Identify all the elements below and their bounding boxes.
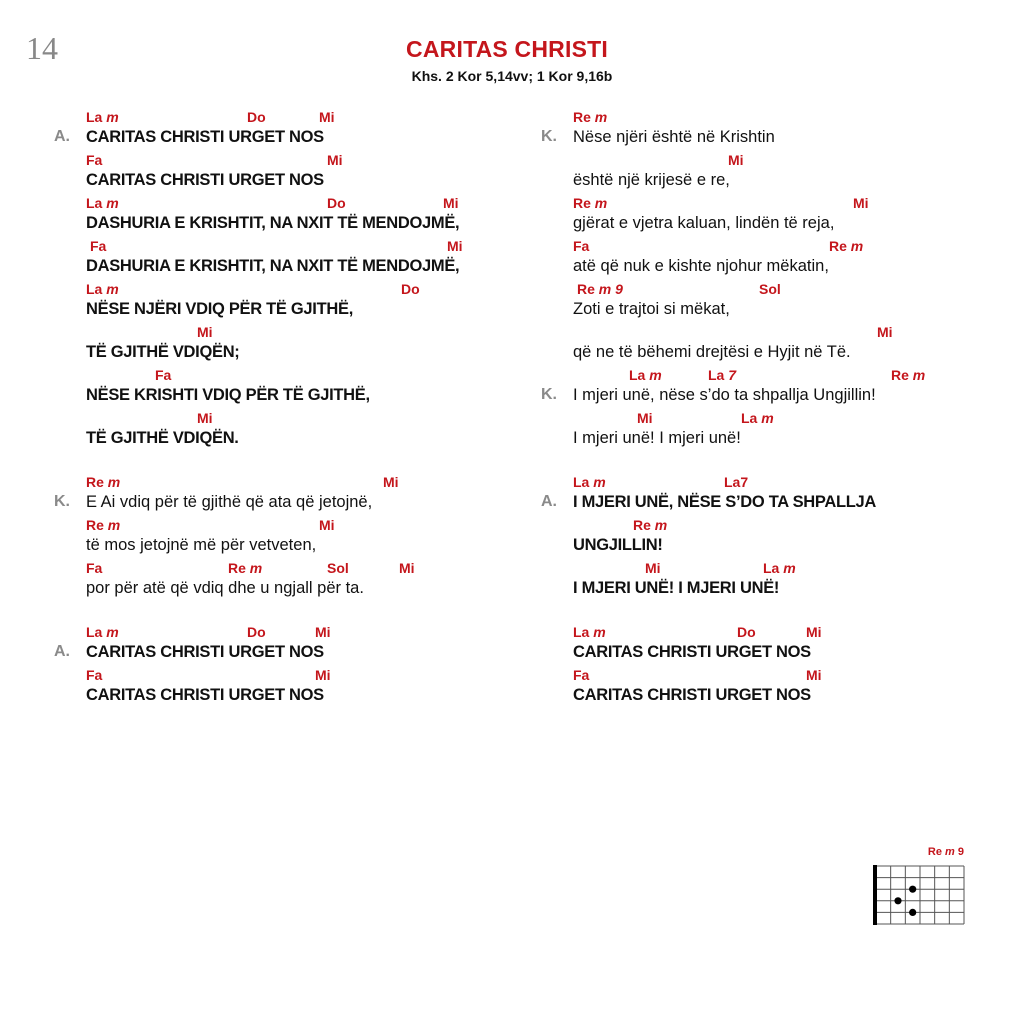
chord-label: [708, 367, 736, 383]
chord-label: [637, 410, 653, 426]
lyric-text: UNGJILLIN!: [573, 536, 663, 554]
chord-root: La: [741, 410, 758, 426]
chord-root: Fa: [90, 238, 107, 254]
chord-quality: m: [107, 474, 121, 490]
chord-label: [86, 195, 119, 211]
chord-quality: m: [649, 367, 662, 383]
chord-root: Do: [247, 624, 266, 640]
chord-root: Mi: [327, 152, 343, 168]
lyric-text: CARITAS CHRISTI URGET NOS: [86, 686, 324, 704]
chord-label: [573, 195, 607, 211]
chord-quality: m: [912, 367, 926, 383]
chord-root: Do: [737, 624, 756, 640]
chord-root: Mi: [197, 410, 213, 426]
lyric-line: [541, 516, 981, 559]
chord-root: Mi: [637, 410, 653, 426]
lyric-line: [541, 666, 981, 709]
chord-root: Mi: [315, 667, 331, 683]
chord-root: La: [573, 624, 590, 640]
lyric-text: NËSE NJËRI VDIQ PËR TË GJITHË,: [86, 300, 353, 318]
diagram-nut: [873, 865, 877, 925]
lyric-line: [541, 473, 981, 516]
lyric-text: DASHURIA E KRISHTIT, NA NXIT TË MENDOJMË,: [86, 257, 460, 275]
lyric-text: E Ai vdiq për të gjithë që ata që jetojnë,: [86, 493, 373, 511]
chord-row: [573, 323, 1013, 341]
chord-label: [829, 238, 863, 254]
chord-label: [443, 195, 459, 211]
chord-root: Fa: [573, 238, 590, 254]
chord-label: [86, 281, 119, 297]
chord-row: [573, 237, 1013, 255]
lyric-line: [541, 366, 981, 409]
chord-root: La: [763, 560, 780, 576]
chord-quality: m: [106, 109, 119, 125]
lyric-text: është një krijesë e re,: [573, 171, 730, 189]
chord-quality: m: [594, 195, 608, 211]
chord-quality: m: [106, 281, 119, 297]
chord-quality: m: [594, 109, 608, 125]
lyric-text: CARITAS CHRISTI URGET NOS: [86, 643, 324, 661]
chord-root: Re: [228, 560, 246, 576]
lyric-line: [54, 623, 524, 666]
chord-root: La7: [724, 474, 749, 490]
chord-root: Re: [573, 109, 591, 125]
lyric-line: [541, 151, 981, 194]
lyric-line: [54, 366, 524, 409]
lyric-text: atë që nuk e kishte njohur mëkatin,: [573, 257, 829, 275]
lyric-line: [541, 280, 981, 323]
chord-label: [724, 474, 748, 490]
right-column: [541, 108, 981, 709]
lyric-line: [541, 623, 981, 666]
chord-root: Re: [86, 517, 104, 533]
lyric-text: I MJERI UNË! I MJERI UNË!: [573, 579, 780, 597]
chord-label: [228, 560, 262, 576]
chord-quality: m: [249, 560, 263, 576]
chord-label: [315, 624, 331, 640]
diagram-dot: [909, 886, 916, 893]
chord-row: [573, 151, 1013, 169]
chord-root: Fa: [573, 667, 590, 683]
chord-quality: m: [654, 517, 668, 533]
lyric-line: [54, 409, 524, 452]
lyric-text: CARITAS CHRISTI URGET NOS: [573, 686, 811, 704]
chord-label: [327, 195, 346, 211]
chord-diagram-label: Re m 9: [927, 846, 964, 858]
chord-quality: m: [761, 410, 774, 426]
lyric-text: Nëse njëri është në Krishtin: [573, 128, 775, 146]
chord-quality: m 9: [598, 281, 623, 297]
chord-label: [447, 238, 463, 254]
chord-row: [86, 194, 526, 212]
diagram-dot: [894, 897, 901, 904]
lyric-line: [54, 237, 524, 280]
lyric-line: [54, 280, 524, 323]
chord-row: [86, 108, 526, 126]
lyric-text: CARITAS CHRISTI URGET NOS: [86, 128, 324, 146]
lyric-line: [54, 473, 524, 516]
chord-label: [759, 281, 781, 297]
part-marker: K.: [541, 128, 557, 145]
chord-root: La: [708, 367, 725, 383]
chord-quality: m: [783, 560, 796, 576]
verse-block: [541, 623, 981, 709]
chord-root: Fa: [155, 367, 172, 383]
chord-root: La: [629, 367, 646, 383]
diagram-dot: [909, 909, 916, 916]
chord-row: [86, 409, 526, 427]
chord-root: Re: [577, 281, 595, 297]
chord-root: Mi: [399, 560, 415, 576]
lyric-line: [541, 323, 981, 366]
chord-label: [327, 152, 343, 168]
part-marker: K.: [541, 386, 557, 403]
chord-label: [806, 667, 822, 683]
chord-label: [247, 109, 266, 125]
chord-label: [573, 474, 606, 490]
left-column: [54, 108, 524, 709]
chord-root: Do: [401, 281, 420, 297]
lyric-text: CARITAS CHRISTI URGET NOS: [573, 643, 811, 661]
song-reference: Khs. 2 Kor 5,14vv; 1 Kor 9,16b: [411, 68, 613, 84]
chord-label: [319, 517, 335, 533]
lyric-line: [541, 237, 981, 280]
chord-grid: [870, 862, 970, 932]
chord-label: [155, 367, 171, 383]
page-number: 14: [26, 30, 58, 66]
chord-label: [327, 560, 349, 576]
lyric-text: TË GJITHË VDIQËN;: [86, 343, 240, 361]
lyric-line: [541, 108, 981, 151]
chord-row: [86, 666, 526, 684]
chord-label: [806, 624, 822, 640]
chord-label: [86, 560, 102, 576]
chord-root: Sol: [759, 281, 781, 297]
chord-row: [86, 280, 526, 298]
chord-quality: 7: [728, 367, 737, 383]
chord-row: [86, 323, 526, 341]
verse-block: [54, 108, 524, 452]
lyric-line: [541, 409, 981, 452]
chord-label: [741, 410, 774, 426]
chord-root: Mi: [447, 238, 463, 254]
verse-block: [54, 473, 524, 602]
chord-label: [86, 109, 119, 125]
verse-block: [54, 623, 524, 709]
chord-root: Mi: [319, 517, 335, 533]
part-marker: A.: [54, 643, 70, 660]
chord-root: Mi: [645, 560, 661, 576]
chord-quality: m: [106, 195, 119, 211]
chord-row: [86, 623, 526, 641]
chord-root: Mi: [383, 474, 399, 490]
chord-label: [383, 474, 399, 490]
chord-label: [399, 560, 415, 576]
chord-root: Re: [891, 367, 909, 383]
chord-quality: m: [850, 238, 864, 254]
lyric-line: [54, 194, 524, 237]
chord-root: Mi: [443, 195, 459, 211]
chord-quality: m: [593, 624, 606, 640]
chord-root: Fa: [86, 560, 103, 576]
lyric-text: DASHURIA E KRISHTIT, NA NXIT TË MENDOJMË,: [86, 214, 460, 232]
part-marker: A.: [54, 128, 70, 145]
chord-quality: m: [106, 624, 119, 640]
chord-root: Mi: [806, 624, 822, 640]
chord-row: [573, 559, 1013, 577]
part-marker: A.: [541, 493, 557, 510]
chord-label: [573, 238, 589, 254]
chord-root: Re: [829, 238, 847, 254]
chord-label: [197, 410, 213, 426]
chord-root: Do: [327, 195, 346, 211]
chord-root: Fa: [86, 667, 103, 683]
chord-label: [401, 281, 420, 297]
lyric-text: por për atë që vdiq dhe u ngjall për ta.: [86, 579, 364, 597]
song-title: CARITAS CHRISTI: [406, 36, 608, 62]
chord-root: Mi: [806, 667, 822, 683]
chord-label: [86, 517, 120, 533]
chord-root: Fa: [86, 152, 103, 168]
chord-row: [573, 623, 1013, 641]
chord-root: Mi: [319, 109, 335, 125]
chord-label: [891, 367, 925, 383]
chord-root: Mi: [728, 152, 744, 168]
chord-label: [763, 560, 796, 576]
chord-row: [573, 473, 1013, 491]
chord-root: Mi: [877, 324, 893, 340]
lyric-text: NËSE KRISHTI VDIQ PËR TË GJITHË,: [86, 386, 370, 404]
chord-label: [877, 324, 893, 340]
chord-row: [573, 280, 1013, 298]
chord-quality: m: [593, 474, 606, 490]
lyric-text: CARITAS CHRISTI URGET NOS: [86, 171, 324, 189]
chord-row: [86, 473, 526, 491]
chord-label: [573, 109, 607, 125]
chord-label: [853, 195, 869, 211]
lyric-line: [541, 559, 981, 602]
chord-row: [573, 666, 1013, 684]
chord-row: [573, 409, 1013, 427]
lyric-line: [54, 151, 524, 194]
chord-label: [319, 109, 335, 125]
chord-root: Re: [86, 474, 104, 490]
chord-label: [315, 667, 331, 683]
lyric-text: të mos jetojnë më për vetveten,: [86, 536, 317, 554]
chord-root: Mi: [315, 624, 331, 640]
lyric-text: I MJERI UNË, NËSE S’DO TA SHPALLJA: [573, 493, 877, 511]
chord-root: Mi: [197, 324, 213, 340]
lyric-line: [541, 194, 981, 237]
chord-label: [86, 474, 120, 490]
chord-row: [86, 366, 526, 384]
chord-label: [629, 367, 662, 383]
part-marker: K.: [54, 493, 70, 510]
chord-label: [86, 152, 102, 168]
chord-label: [728, 152, 744, 168]
chord-row: [573, 108, 1013, 126]
lyric-line: [54, 516, 524, 559]
chord-root: La: [86, 195, 103, 211]
lyric-text: Zoti e trajtoi si mëkat,: [573, 300, 730, 318]
chord-root: La: [573, 474, 590, 490]
chord-root: La: [86, 281, 103, 297]
chord-label: [90, 238, 106, 254]
chord-root: Mi: [853, 195, 869, 211]
chord-label: [86, 667, 102, 683]
chord-row: [573, 516, 1013, 534]
lyric-line: [54, 323, 524, 366]
chord-root: Re: [633, 517, 651, 533]
verse-block: [541, 473, 981, 602]
lyric-line: [54, 559, 524, 602]
chord-row: [86, 516, 526, 534]
chord-label: [737, 624, 756, 640]
lyric-text: që ne të bëhemi drejtësi e Hyjit në Të.: [573, 343, 851, 361]
chord-quality: m: [107, 517, 121, 533]
verse-block: [541, 108, 981, 452]
chord-root: Sol: [327, 560, 349, 576]
chord-root: Do: [247, 109, 266, 125]
chord-diagram: [870, 846, 970, 930]
lyric-line: [54, 666, 524, 709]
lyric-text: TË GJITHË VDIQËN.: [86, 429, 239, 447]
lyric-text: I mjeri unë! I mjeri unë!: [573, 429, 741, 447]
chord-root: La: [86, 109, 103, 125]
chord-row: [573, 194, 1013, 212]
chord-label: [633, 517, 667, 533]
chord-label: [573, 667, 589, 683]
lyric-line: [54, 108, 524, 151]
chord-row: [86, 151, 526, 169]
chord-label: [197, 324, 213, 340]
chord-label: [577, 281, 623, 297]
chord-label: [247, 624, 266, 640]
lyric-text: I mjeri unë, nëse s’do ta shpallja Ungjillin!: [573, 386, 876, 404]
chord-row: [86, 237, 526, 255]
chord-label: [645, 560, 661, 576]
chord-row: [86, 559, 526, 577]
chord-root: La: [86, 624, 103, 640]
chord-row: [573, 366, 1013, 384]
chord-label: [86, 624, 119, 640]
chord-root: Re: [573, 195, 591, 211]
lyric-text: gjërat e vjetra kaluan, lindën të reja,: [573, 214, 835, 232]
chord-label: [573, 624, 606, 640]
